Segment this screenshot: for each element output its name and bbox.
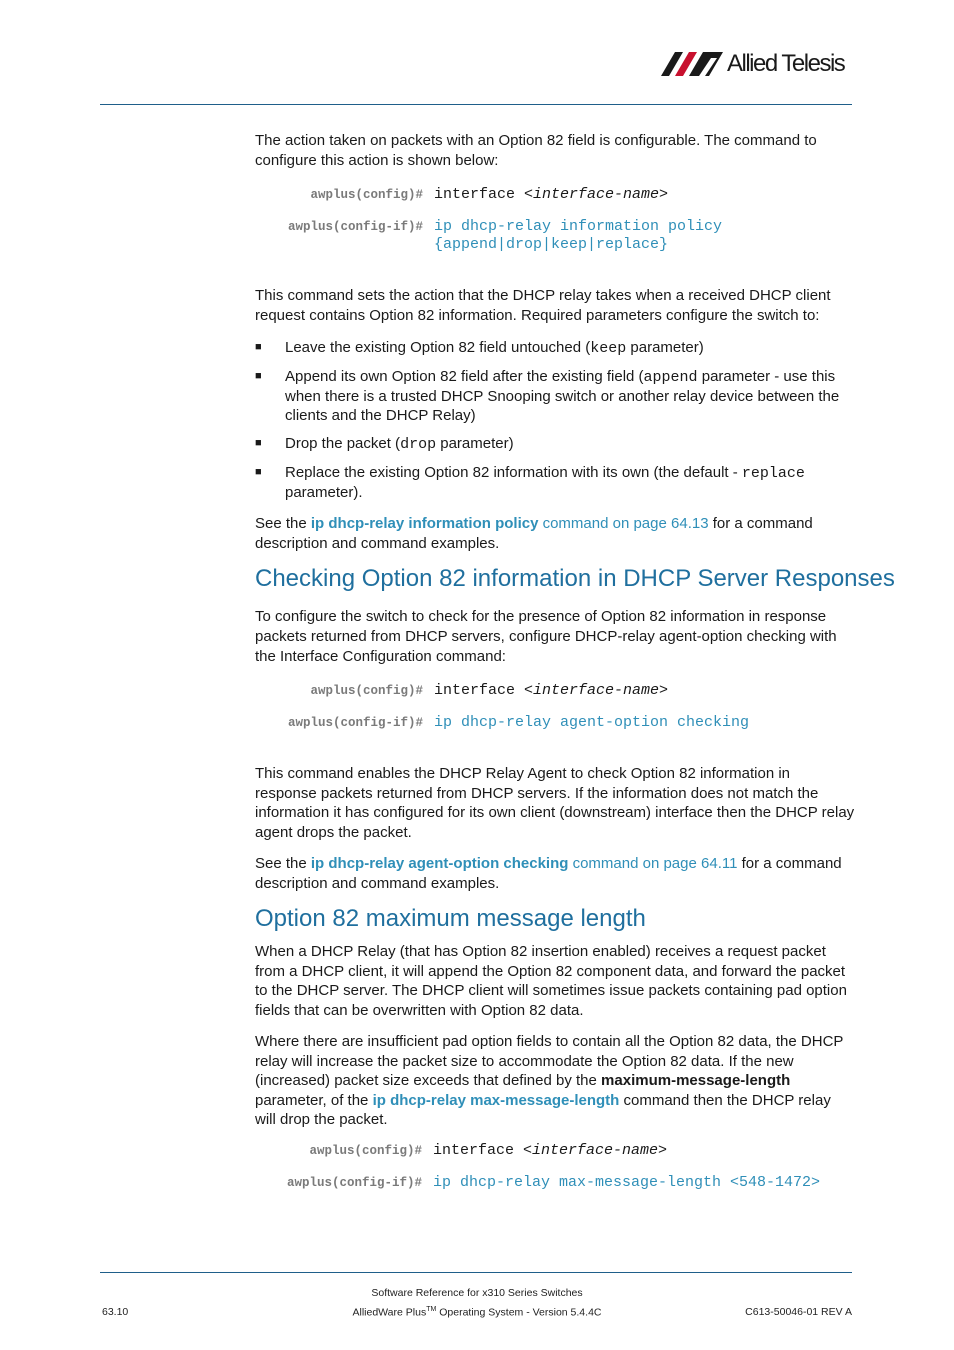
link-ip-dhcp-relay-information-policy[interactable]: ip dhcp-relay information policy — [310, 515, 539, 532]
intro-text: The action taken on packets with an Option 82 field is configurable. The command to configure this action is shown below: — [255, 132, 817, 169]
code3-prompt2: awplus(config-if)# — [286, 1176, 422, 1190]
allied-telesis-logo — [661, 50, 856, 80]
bullet-text: Replace the existing Option 82 information with its own (the default - — [285, 464, 742, 481]
params-text: This command sets the action that the DHCP relay takes when a received DHCP client request contains Option 82 information. Required parameters configure the switch to: — [255, 287, 831, 324]
max-length-paragraph1 — [255, 942, 855, 1020]
code1-prompt1: awplus(config)# — [310, 188, 423, 202]
bullet-text: parameter) — [436, 435, 514, 452]
see-also-text: for a command description and command examples. — [255, 855, 842, 892]
bullet-item-keep — [285, 338, 855, 358]
bullet-code: append — [643, 369, 698, 386]
logo-mark-icon — [661, 52, 723, 78]
bullet-code: replace — [741, 465, 805, 482]
code3-prompt1: awplus(config)# — [309, 1144, 422, 1158]
intro-paragraph — [255, 131, 855, 170]
bullet-item-drop — [285, 434, 855, 454]
link-page-64-11[interactable]: command on page 64.11 — [568, 855, 738, 872]
see-also-agent-option — [255, 854, 855, 893]
footer-page-number: 63.10 — [102, 1306, 129, 1318]
bullet-marker: ■ — [255, 341, 262, 353]
see-also-information-policy — [255, 514, 855, 553]
heading-checking-option-82: Checking Option 82 information in DHCP Server Responses — [255, 565, 895, 592]
code2-cmd1-arg: <interface-name> — [524, 682, 669, 699]
bullet-text: Append its own Option 82 field after the existing field ( — [285, 368, 644, 385]
code3-command1 — [433, 1142, 667, 1160]
footer-os-version-text: Operating System - Version 5.4.4C — [436, 1306, 602, 1319]
code1-cmd1-keyword: interface — [434, 186, 525, 203]
max-length-param: maximum-message-length — [601, 1072, 791, 1089]
bullet-text: Leave the existing Option 82 field untouched ( — [285, 339, 591, 356]
code2-prompt2: awplus(config-if)# — [287, 716, 423, 730]
bullet-marker: ■ — [255, 466, 262, 478]
code2-command2: ip dhcp-relay agent-option checking — [434, 714, 750, 731]
code1-prompt2: awplus(config-if)# — [287, 220, 423, 234]
footer-rule — [100, 1272, 852, 1273]
footer-title: Software Reference for x310 Series Switches — [371, 1287, 583, 1299]
max-length-text: command then the DHCP relay will drop the packet. — [255, 1091, 831, 1128]
max-length-text: Where there are insufficient pad option fields to contain all the Option 82 data, the DHCP relay will increase the packet size to accommodate the Option 82 data. If the new (increased) packet size exceeds that defined by the — [255, 1033, 844, 1089]
see-also-text: for a command description and command examples. — [255, 515, 813, 552]
code1-cmd1-arg: <interface-name> — [524, 186, 669, 203]
checking-text: To configure the switch to check for the presence of Option 82 information in response packets returned from DHCP servers, configure DHCP-relay agent-option checking with the Interface Configuration command: — [255, 608, 837, 665]
max-length-paragraph2 — [255, 1032, 855, 1130]
bullet-item-replace — [285, 463, 855, 502]
link-ip-dhcp-relay-max-message-length[interactable]: ip dhcp-relay max-message-length — [372, 1091, 620, 1109]
code2-command1 — [434, 682, 668, 700]
bullet-text: parameter - use this when there is a trusted DHCP Snooping switch or another relay device between the clients and the DHCP Relay) — [285, 368, 840, 424]
footer-os-name: AlliedWare Plus — [352, 1306, 427, 1319]
bullet-text: parameter). — [285, 484, 363, 501]
link-page-64-13[interactable]: command on page 64.13 — [538, 515, 709, 532]
params-paragraph — [255, 286, 855, 325]
see-also-text: See the — [255, 515, 311, 532]
link-ip-dhcp-relay-agent-option-checking[interactable]: ip dhcp-relay agent-option checking — [310, 855, 569, 872]
footer-doc-number: C613-50046-01 REV A — [745, 1306, 852, 1318]
header-rule — [100, 104, 852, 105]
code1-command1 — [434, 186, 668, 204]
bullet-marker: ■ — [255, 437, 262, 449]
code3-cmd1-keyword: interface — [433, 1142, 524, 1159]
agent-check-text: This command enables the DHCP Relay Agent to check Option 82 information in response packets returned from DHCP servers. If the information does not match the information it has configured for its own client (downstream) interface then the DHCP relay agent drops the packet. — [255, 765, 855, 841]
bullet-item-append — [285, 367, 855, 425]
see-also-text: See the — [255, 855, 311, 872]
code2-prompt1: awplus(config)# — [310, 684, 423, 698]
brand-name: Allied Telesis — [727, 50, 845, 77]
bullet-code: keep — [590, 340, 627, 357]
max-length-text: parameter, of the — [255, 1091, 373, 1109]
bullet-text: Drop the packet ( — [285, 435, 401, 452]
code2-cmd1-keyword: interface — [434, 682, 525, 699]
code1-command2-line2: {append|drop|keep|replace} — [434, 236, 669, 253]
bullet-text: parameter) — [626, 339, 704, 356]
code3-cmd1-arg: <interface-name> — [523, 1142, 668, 1159]
code1-command2-line1: ip dhcp-relay information policy — [434, 218, 723, 235]
bullet-marker: ■ — [255, 370, 262, 382]
heading-max-message-length: Option 82 maximum message length — [255, 905, 646, 932]
agent-check-paragraph — [255, 764, 855, 842]
max-length-text1: When a DHCP Relay (that has Option 82 insertion enabled) receives a request packet from a DHCP client, it will append the Option 82 component data, and forward the packet to the DHCP server. The DHCP client will sometimes issue packets containing pad option fields that can be overwritten with Option 82 data. — [255, 943, 847, 1019]
bullet-code: drop — [400, 436, 437, 453]
footer-tm: TM — [426, 1306, 437, 1313]
checking-paragraph — [255, 607, 855, 667]
code3-command2: ip dhcp-relay max-message-length <548-1472> — [433, 1174, 821, 1191]
